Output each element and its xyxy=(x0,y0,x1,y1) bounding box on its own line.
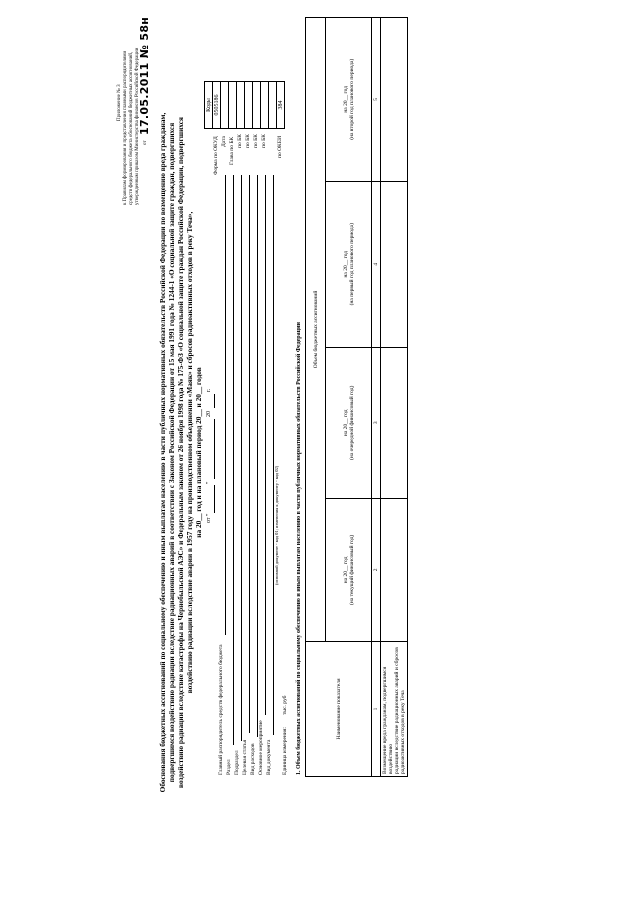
form-title-line: Обоснования бюджетных ассигнований по социальному обеспечению и иным выплатам населению в части публичных нормативных обязательств Российской Федерации по возмещению вреда гражданам, xyxy=(158,112,167,793)
year-sublabel: (на второй год планового периода) xyxy=(348,58,355,140)
code-label: Глава по БК xyxy=(229,136,235,165)
table-row-label xyxy=(381,642,408,777)
code-label: по БК xyxy=(245,134,251,148)
row-label-line: радиации вследствие радиационных аварий и сбросов xyxy=(394,647,400,774)
unit-label: Единица измерения: xyxy=(282,727,288,775)
attachment-number: Приложение № 3 xyxy=(117,84,122,121)
attachment-line: к Правилам формирования и представления главными распорядителями xyxy=(123,50,128,205)
col-number: 1 xyxy=(372,642,381,777)
attachment-line: утвержденным приказом Министерства финансов Российской Федерации xyxy=(135,47,140,205)
date-prefix: от " xyxy=(206,513,212,523)
date-year: 20 xyxy=(206,411,212,417)
attachment-date-prefix: от xyxy=(143,140,148,145)
year-sublabel: (на первый год планового периода) xyxy=(348,223,355,306)
form-title-line: подвергшимся воздействию радиации вследствие радиационных аварий в соответствии с Законом Российской Федерации от 15 мая 1991 года № 1244-1 «О социальной защите граждан, подвергшихся xyxy=(167,122,176,783)
year-sublabel: (на текущий финансовый год) xyxy=(348,534,355,606)
doc-type-hint: (основной документ - код 01; изменения к документу - код 02) xyxy=(274,465,279,585)
row-label-line: радиоактивных отходов в реку Теча xyxy=(400,690,406,774)
col-header-year xyxy=(326,347,372,498)
budget-table xyxy=(305,17,408,777)
date-mid: " xyxy=(206,481,212,484)
year-sublabel: (на очередной финансовый год) xyxy=(348,385,355,460)
year-label: на 20__ год xyxy=(342,85,349,113)
form-title-line: на 20__ год и на плановый период 20__ и 20__ годов xyxy=(194,367,203,538)
table-cell xyxy=(381,347,408,498)
code-label: по БК xyxy=(237,134,243,148)
code-label: по БК xyxy=(261,134,267,148)
year-label: на 20__ год xyxy=(342,556,349,584)
table-cell xyxy=(381,498,408,641)
col-header-year xyxy=(326,181,372,347)
col-group-header: Объем бюджетных ассигнований xyxy=(306,18,326,642)
code-okei-value: 384 xyxy=(276,81,285,129)
field-label-target-article: Целевая статья xyxy=(242,739,248,775)
table-cell xyxy=(381,181,408,347)
code-label: Форма по ОКУД xyxy=(213,136,219,175)
field-label-main-event: Основное мероприятие xyxy=(258,720,264,775)
unit-value: тыс. руб xyxy=(282,695,288,715)
col-number: 3 xyxy=(372,347,381,498)
field-label-section: Раздел xyxy=(226,759,232,775)
year-label: на 20__ год xyxy=(342,409,349,437)
year-label: на 20__ год xyxy=(342,250,349,278)
code-label: Дата xyxy=(221,136,227,147)
col-number: 2 xyxy=(372,498,381,641)
form-title-line: воздействию радиации вследствие катастрофы на Чернобыльской АЭС» и Федеральным законом от 26 ноября 1998 года № 175-ФЗ «О социальной защите граждан Российской Федерации, подвергшихся xyxy=(176,117,185,788)
form-title-line: воздействию радиации вследствие аварии в 1957 году на производственном объединении «Маяк» и сбросов радиоактивных отходов в реку Теча», xyxy=(185,211,194,694)
attachment-line: средств федерального бюджета обоснований бюджетных ассигнований, xyxy=(129,51,134,205)
row-label-line: Возмещение вреда гражданам, подвергшимся воздействию xyxy=(382,666,394,774)
field-label-doc-type: Вид документа xyxy=(266,739,272,775)
col-header-year xyxy=(326,18,372,182)
code-label: по ОКЕИ xyxy=(277,135,283,158)
col-number: 5 xyxy=(372,18,381,182)
field-label-budget-manager: Главный распорядитель средств федерального бюджета xyxy=(218,644,224,775)
field-label-subsection: Подраздел xyxy=(234,750,240,775)
codes-header: Коды xyxy=(204,81,213,129)
attachment-date-stamp: 17.05.2011 № 58н xyxy=(138,16,151,135)
section1-heading: 1. Объем бюджетных ассигнований по социальному обеспечению и иным выплатам населению в части публичных нормативных обязательств Российской Федерации xyxy=(296,321,302,775)
field-label-expense-type: Вид расходов xyxy=(250,743,256,775)
col-header-indicator: Наименование показателя xyxy=(306,642,372,777)
col-number: 4 xyxy=(372,181,381,347)
col-header-year xyxy=(326,498,372,641)
table-cell xyxy=(381,18,408,182)
date-suffix: г. xyxy=(206,388,212,392)
code-okud-value: 0505186 xyxy=(212,81,221,129)
code-label: по БК xyxy=(253,134,259,148)
